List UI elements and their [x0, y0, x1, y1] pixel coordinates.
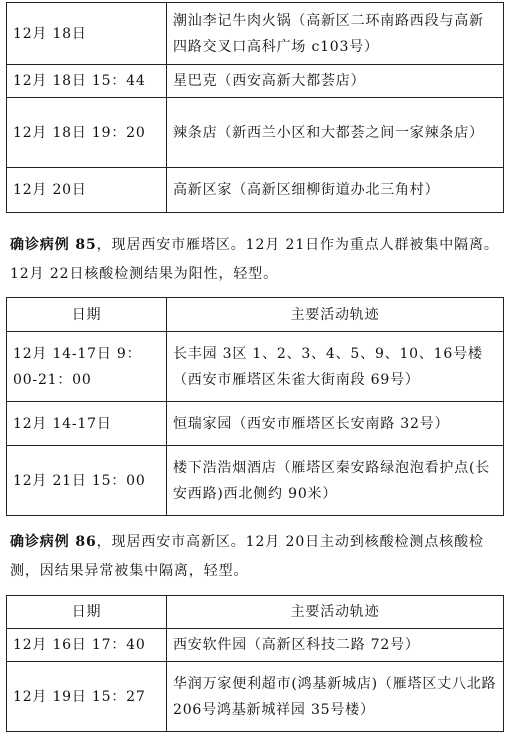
- case-85-text: ，现居西安市雁塔区。12月 21日作为重点人群被集中隔离。12月 22日核酸检测结果为阳性，轻型。: [10, 237, 499, 282]
- activity-cell: 潮汕李记牛肉火锅（高新区二环南路西段与高新四路交叉口高科广场 c103号）: [167, 3, 504, 65]
- activity-cell: 华润万家便利超市(鸿基新城店)（雁塔区丈八北路 206号鸿基新城祥园 35号楼）: [167, 662, 504, 732]
- trajectory-table-case-86: [6, 595, 504, 732]
- table-header-row: [7, 298, 504, 332]
- activity-cell: 星巴克（西安高新大都荟店）: [167, 65, 504, 98]
- case-86-label: 确诊病例 86: [10, 534, 97, 550]
- header-activity: 主要活动轨迹: [167, 596, 504, 629]
- table-row: [7, 98, 504, 168]
- date-cell: 12月 19日 15：27: [7, 662, 167, 732]
- date-cell: 12月 18日 19：20: [7, 98, 167, 168]
- date-cell: 12月 14-17日: [7, 402, 167, 446]
- table-header-row: [7, 596, 504, 629]
- table-row: [7, 402, 504, 446]
- date-cell: 12月 21日 15：00: [7, 446, 167, 516]
- activity-cell: 辣条店（新西兰小区和大都荟之间一家辣条店）: [167, 98, 504, 168]
- table-row: [7, 3, 504, 65]
- activity-cell: 长丰园 3区 1、2、3、4、5、9、10、16号楼（西安市雁塔区朱雀大街南段 69号）: [167, 332, 504, 402]
- activity-cell: 楼下浩浩烟酒店（雁塔区秦安路绿泡泡看护点(长安西路)西北侧约 90米）: [167, 446, 504, 516]
- table-row: [7, 662, 504, 732]
- case-86-paragraph: [10, 528, 502, 586]
- case-85-label: 确诊病例 85: [10, 237, 97, 253]
- header-date: 日期: [7, 298, 167, 332]
- activity-cell: 高新区家（高新区细柳街道办北三角村）: [167, 168, 504, 213]
- date-cell: 12月 14-17日 9：00-21：00: [7, 332, 167, 402]
- table-row: [7, 168, 504, 213]
- table-row: [7, 629, 504, 662]
- table-row: [7, 65, 504, 98]
- activity-cell: 恒瑞家园（西安市雁塔区长安南路 32号）: [167, 402, 504, 446]
- table-row: [7, 446, 504, 516]
- date-cell: 12月 18日 15：44: [7, 65, 167, 98]
- date-cell: 12月 16日 17：40: [7, 629, 167, 662]
- case-86-text: ，现居西安市高新区。12月 20日主动到核酸检测点核酸检测，因结果异常被集中隔离，轻型。: [10, 534, 484, 579]
- trajectory-table-case-85: [6, 297, 504, 516]
- table-row: [7, 332, 504, 402]
- case-85-paragraph: [10, 231, 502, 289]
- header-date: 日期: [7, 596, 167, 629]
- date-cell: 12月 18日: [7, 3, 167, 65]
- activity-cell: 西安软件园（高新区科技二路 72号）: [167, 629, 504, 662]
- trajectory-table-previous: [6, 2, 504, 213]
- header-activity: 主要活动轨迹: [167, 298, 504, 332]
- date-cell: 12月 20日: [7, 168, 167, 213]
